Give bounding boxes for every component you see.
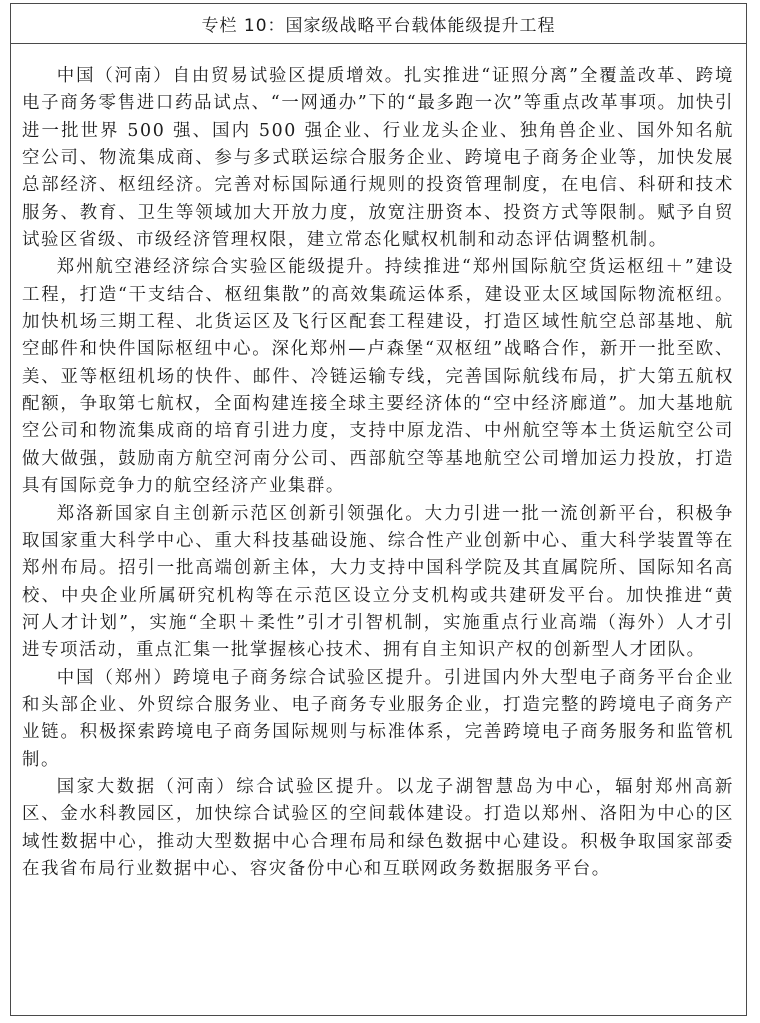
box-body: [11, 44, 746, 883]
paragraph-big-data-zone: 国家大数据（河南）综合试验区提升。以龙子湖智慧岛为中心，辐射郑州高新区、金水科教园区，加快综合试验区的空间载体建设。打造以郑州、洛阳为中心的区域性数据中心，推动大型数据中心合理布局和绿色数据中心建设。积极争取国家部委在我省布局行业数据中心、容灾备份中心和互联网政务数据服务平台。: [22, 776, 734, 879]
paragraph-airport-economy-zone: 郑州航空港经济综合实验区能级提升。持续推进“郑州国际航空货运枢纽＋”建设工程，打造“干支结合、枢纽集散”的高效集疏运体系，建设亚太区域国际物流枢纽。加快机场三期工程、北货运区及飞行区配套工程建设，打造区域性航空总部基地、航空邮件和快件国际枢纽中心。深化郑州—卢森堡“双枢纽”战略合作，新开一批至欧、美、亚等枢纽机场的快件、邮件、冷链运输专线，完善国际航线布局，扩大第五航权配额，争取第七航权，全面构建连接全球主要经济体的“空中经济廊道”。加大基地航空公司和物流集成商的培育引进力度，支持中原龙浩、中州航空等本土货运航空公司做大做强，鼓励南方航空河南分公司、西部航空等基地航空公司增加运力投放，打造具有国际竞争力的航空经济产业集群。: [22, 257, 734, 497]
box-header: [11, 4, 746, 44]
paragraph-innovation-demonstration-zone: 郑洛新国家自主创新示范区创新引领强化。大力引进一批一流创新平台，积极争取国家重大科学中心、重大科技基础设施、综合性产业创新中心、重大科学装置等在郑州布局。招引一批高端创新主体，大力支持中国科学院及其直属院所、国际知名高校、中央企业所属研究机构等在示范区设立分支机构或共建研发平台。加快推进“黄河人才计划”，实施“全职＋柔性”引才引智机制，实施重点行业高端（海外）人才引进专项活动，重点汇集一批掌握核心技术、拥有自主知识产权的创新型人才团队。: [22, 503, 734, 661]
paragraph-cross-border-ecommerce-zone: 中国（郑州）跨境电子商务综合试验区提升。引进国内外大型电子商务平台企业和头部企业、外贸综合服务业、电子商务专业服务企业，打造完整的跨境电子商务产业链。积极探索跨境电子商务国际规则与标准体系，完善跨境电子商务服务和监管机制。: [22, 667, 734, 770]
paragraph-free-trade-zone: 中国（河南）自由贸易试验区提质增效。扎实推进“证照分离”全覆盖改革、跨境电子商务零售进口药品试点、“一网通办”下的“最多跑一次”等重点改革事项。加快引进一批世界 500 强、国内 500 强企业、行业龙头企业、独角兽企业、国外知名航空公司、物流集成商、参与多式联运综合服务企业、跨境电子商务企业等，加快发展总部经济、枢纽经济。完善对标国际通行规则的投资管理制度，在电信、科研和技术服务、教育、卫生等领域加大开放力度，放宽注册资本、投资方式等限制。赋予自贸试验区省级、市级经济管理权限，建立常态化赋权机制和动态评估调整机制。: [22, 66, 734, 251]
feature-box: [10, 3, 747, 1016]
box-title: 专栏 10：国家级战略平台载体能级提升工程: [201, 16, 556, 36]
